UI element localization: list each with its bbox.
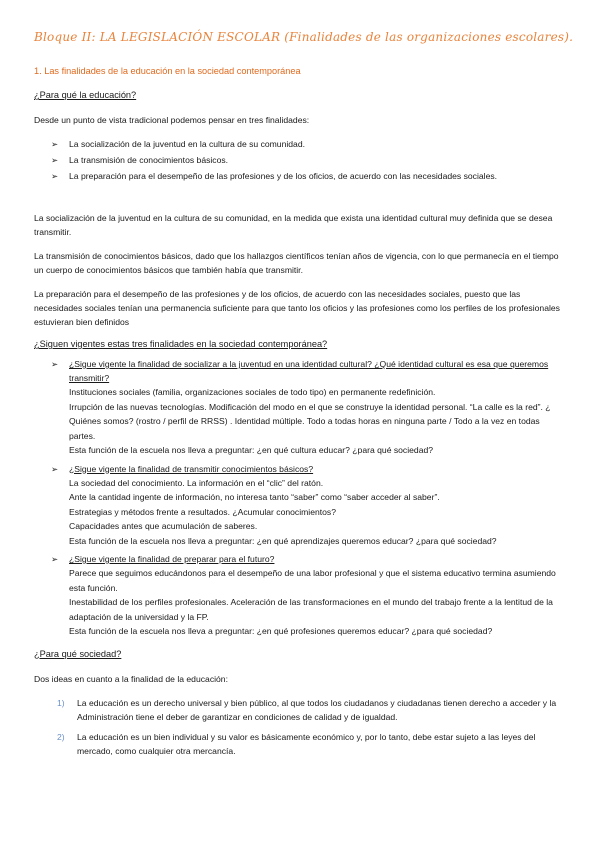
list-item [39,462,568,549]
arrow-bullet-icon: ➢ [51,155,59,165]
list-item: ➢ La transmisión de conocimientos básicos. [51,155,229,165]
list-item: 1) La educación es un derecho universal y bien público, al que todos los ciudadanos y ciudadanas tienen derecho a acceder y la Administración tiene el deber de garantizar en condiciones de calidad y de igualdad. [57,697,557,722]
sub-line: Instituciones sociales (familia, organizaciones sociales de todo tipo) en permanente redefinición. [69,387,436,397]
sub-question: ¿Sigue vigente la finalidad de socializar a la juventud en una identidad cultural? ¿Qué identidad cultural es esa que queremos transmitir? [69,359,549,383]
list-item: ➢ La socialización de la juventud en la cultura de su comunidad. [51,139,306,149]
list-item: ➢ La preparación para el desempeño de las profesiones y de los oficios, de acuerdo con las necesidades sociales. [51,171,498,181]
arrow-bullet-icon: ➢ [51,554,59,564]
list-item: 2) La educación es un bien individual y su valor es básicamente económico y, por lo tanto, debe estar sujeto a las leyes del mercado, como cualquier otra mercancía. [57,731,536,756]
paragraph: La socialización de la juventud en la cultura de su comunidad, en la medida que exista una identidad cultural muy definida que se desea transmitir. [34,213,553,237]
document-page [34,30,574,764]
paragraph: La preparación para el desempeño de las profesiones y de los oficios, de acuerdo con las necesidades sociales, puesto que las necesidades sociales tenían una permanencia suficiente para que tanto los oficios y las profesiones como los perfiles de los profesionales estuvieran bien definidos [34,289,560,327]
sub-line: Estrategias y métodos frente a resultados. ¿Acumular conocimientos? [69,506,337,517]
vigentes-list [34,357,568,639]
section-heading: 1. Las finalidades de la educación en la sociedad contemporánea [34,66,301,76]
arrow-bullet-icon: ➢ [51,171,59,181]
paragraph: La transmisión de conocimientos básicos, dado que los hallazgos científicos tenían años de vigencia, con lo que permanecía en el tiempo un cuerpo de conocimientos básicos que también había que transmitir. [34,251,559,275]
sub-line: Esta función de la escuela nos lleva a preguntar: ¿en qué aprendizajes queremos educar? ¿para qué sociedad? [69,535,497,546]
ideas-list [34,696,568,759]
sub-line: Irrupción de las nuevas tecnologías. Modificación del modo en el que se construye la identidad personal. “La calle es la red”. ¿ Quiénes somos? (rostro / perfil de RRSS) . Identidad múltiple. Todo a todas horas en ninguna parte / Todo a la vez en todas partes. [69,401,551,441]
question-heading-sociedad: ¿Para qué sociedad? [34,648,122,659]
question-heading-para-que: ¿Para qué la educación? [34,90,137,100]
document-title: Bloque II: LA LEGISLACIÓN ESCOLAR (Finalidades de las organizaciones escolares). [34,30,574,44]
list-item [39,357,568,458]
question-heading-vigentes: ¿Siguen vigentes estas tres finalidades en la sociedad contemporánea? [34,339,328,349]
intro-text: Desde un punto de vista tradicional podemos pensar en tres finalidades: [34,115,310,125]
sub-line: Esta función de la escuela nos lleva a preguntar: ¿en qué profesiones queremos educar? ¿para qué sociedad? [69,626,493,636]
sub-question: ¿Sigue vigente la finalidad de preparar para el futuro? [69,554,275,564]
list-item [39,552,568,639]
sub-line: Ante la cantidad ingente de información, no interesa tanto “saber” como “saber acceder al saber”. [69,492,440,502]
arrow-bullet-icon: ➢ [51,463,59,474]
arrow-bullet-icon: ➢ [51,139,59,149]
sub-line: Inestabilidad de los perfiles profesionales. Aceleración de las transformaciones en el mundo del trabajo frente a la lentitud de la adaptación de la universidad y la FP. [69,597,553,622]
arrow-bullet-icon: ➢ [51,359,59,369]
dos-ideas-text: Dos ideas en cuanto a la finalidad de la educación: [34,673,228,684]
finalidades-list [34,137,568,183]
sub-line: Parece que seguimos educándonos para el desempeño de una labor profesional y que el sistema educativo termina asumiendo esta función. [69,568,556,593]
sub-question: ¿Sigue vigente la finalidad de transmitir conocimientos básicos? [69,463,314,474]
sub-line: Capacidades antes que acumulación de saberes. [69,521,258,531]
sub-line: La sociedad del conocimiento. La información en el “clic” del ratón. [69,477,324,488]
sub-line: Esta función de la escuela nos lleva a preguntar: ¿en qué cultura educar? ¿para qué sociedad? [69,445,434,455]
list-number: 2) [57,731,65,742]
list-number: 1) [57,697,65,708]
